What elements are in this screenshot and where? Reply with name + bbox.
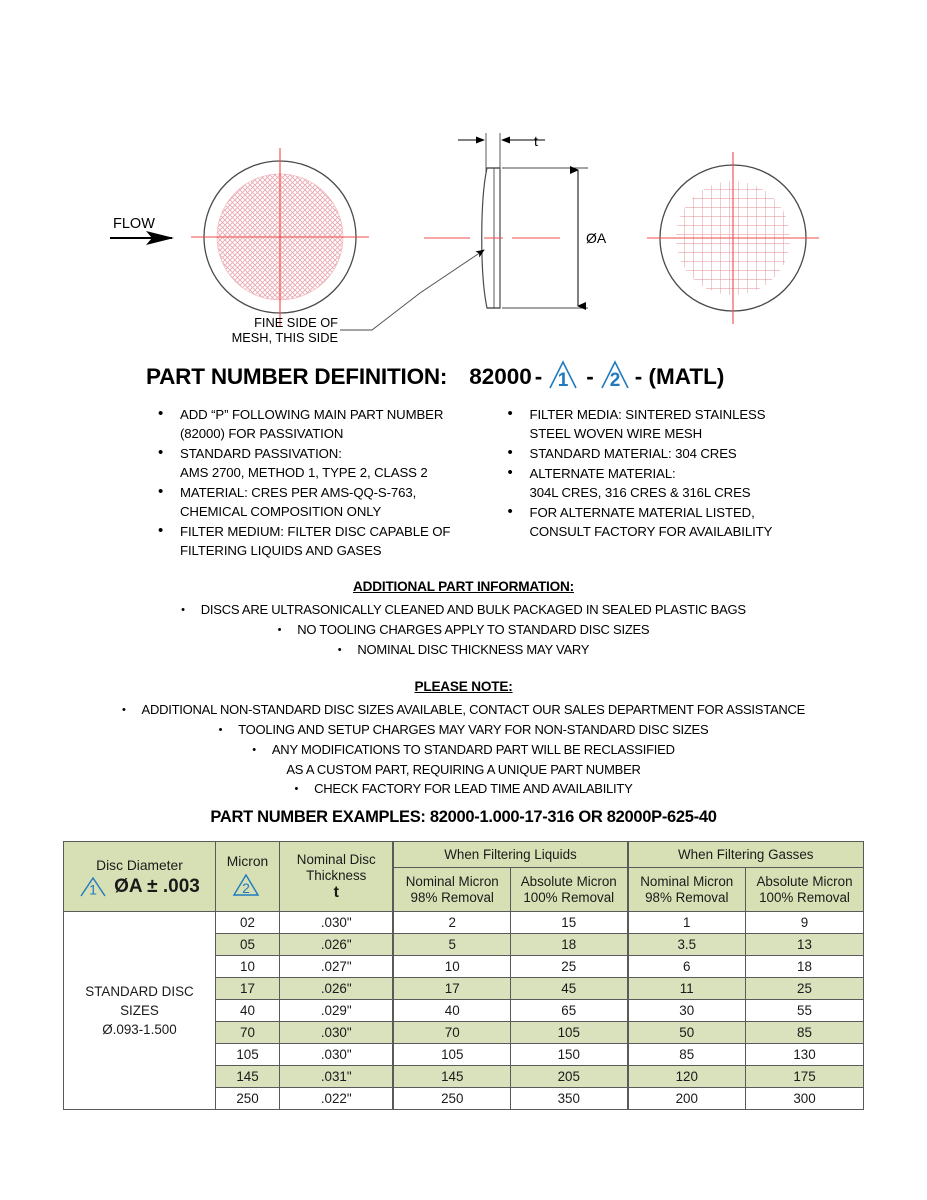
cell-thickness: .030" (279, 912, 393, 934)
header-micron-label: Micron (226, 853, 269, 869)
bullet-line-2: (82000) FOR PASSIVATION (180, 426, 344, 441)
diameter-label: ØA (586, 230, 607, 246)
cell-micron: 145 (215, 1066, 279, 1088)
please-note-block (0, 679, 927, 799)
cell-liq-nominal: 17 (393, 978, 510, 1000)
header-disc-diameter (63, 842, 215, 912)
cell-micron: 02 (215, 912, 279, 934)
note-line (0, 779, 927, 799)
header-nominal-micron: Nominal Micron (640, 873, 734, 889)
header-group-gasses: When Filtering Gasses (628, 842, 864, 868)
note-line (0, 640, 927, 660)
cell-gas-absolute: 175 (746, 1066, 864, 1088)
flag-triangle-1-icon (79, 875, 109, 899)
bullet-line-2: FILTERING LIQUIDS AND GASES (180, 543, 382, 558)
note-line (0, 600, 927, 620)
right-bullet-column (464, 405, 927, 561)
page-title: PART NUMBER DEFINITION: (146, 364, 448, 389)
flag-triangle-2-icon (598, 359, 634, 396)
header-nominal-removal: 98% Removal (410, 889, 494, 905)
part-number-code (469, 359, 724, 396)
cell-gas-absolute: 55 (746, 1000, 864, 1022)
part-number-suffix: - (MATL) (634, 364, 725, 389)
flag-triangle-1-icon (546, 359, 582, 396)
cell-liq-absolute: 65 (510, 1000, 627, 1022)
cell-liq-nominal: 70 (393, 1022, 510, 1044)
header-liquids-nominal (393, 868, 510, 912)
disc-front-view-fine (191, 148, 369, 326)
note-text: NO TOOLING CHARGES APPLY TO STANDARD DISC SIZES (297, 622, 650, 637)
flag-2-number: 2 (609, 369, 621, 390)
bullet-glyph: • (277, 624, 282, 636)
fine-side-callout-line2: MESH, THIS SIDE (231, 330, 338, 345)
cell-micron: 250 (215, 1088, 279, 1110)
header-nominal-disc: Nominal Disc (296, 852, 376, 867)
cell-liq-absolute: 150 (510, 1044, 627, 1066)
cell-thickness: .031" (279, 1066, 393, 1088)
bullet-glyph: • (218, 724, 223, 736)
header-absolute-micron: Absolute Micron (756, 873, 853, 889)
bullet-line-1: FILTER MEDIUM: FILTER DISC CAPABLE OF (180, 524, 451, 539)
header-thickness-symbol: t (333, 884, 339, 901)
header-disc-diameter-label: Disc Diameter (96, 857, 183, 873)
list-item (502, 405, 927, 443)
bullet-line-1: FILTER MEDIA: SINTERED STAINLESS (529, 407, 766, 422)
cell-gas-nominal: 11 (628, 978, 746, 1000)
part-number-base: 82000 (469, 364, 532, 389)
header-disc-diameter-value: ØA ± .003 (114, 875, 200, 897)
note-text: NOMINAL DISC THICKNESS MAY VARY (357, 642, 590, 657)
bullet-line-1: MATERIAL: CRES PER AMS-QQ-S-763, (180, 485, 417, 500)
disc-sizes-line3: Ø.093-1.500 (102, 1022, 177, 1037)
disc-sizes-line2: SIZES (120, 1003, 159, 1018)
bullet-glyph: • (294, 783, 299, 795)
cell-gas-nominal: 50 (628, 1022, 746, 1044)
flag-1-number: 1 (558, 369, 569, 390)
note-line (0, 740, 927, 760)
bullet-line-1: STANDARD MATERIAL: 304 CRES (529, 446, 737, 461)
list-item (152, 483, 464, 521)
disc-front-view-coarse (647, 152, 819, 324)
table-row (63, 912, 863, 934)
header-group-liquids: When Filtering Liquids (393, 842, 627, 868)
fine-side-callout-line1: FINE SIDE OF (254, 315, 338, 330)
bullet-glyph: • (337, 644, 342, 656)
bullet-line-2: CONSULT FACTORY FOR AVAILABILITY (529, 524, 773, 539)
please-note-heading: PLEASE NOTE: (414, 679, 513, 694)
cell-liq-nominal: 105 (393, 1044, 510, 1066)
header-thickness: Thickness (306, 868, 367, 883)
list-item (152, 444, 464, 482)
cell-gas-absolute: 25 (746, 978, 864, 1000)
additional-part-information (0, 579, 927, 660)
note-text: DISCS ARE ULTRASONICALLY CLEANED AND BULK PACKAGED IN SEALED PLASTIC BAGS (200, 602, 746, 617)
cell-micron: 40 (215, 1000, 279, 1022)
bullet-line-1: FOR ALTERNATE MATERIAL LISTED, (529, 505, 755, 520)
cell-liq-nominal: 250 (393, 1088, 510, 1110)
list-item (502, 444, 927, 463)
bullet-line-1: STANDARD PASSIVATION: (180, 446, 342, 461)
bullet-glyph: • (252, 744, 256, 756)
cell-gas-absolute: 130 (746, 1044, 864, 1066)
cell-micron: 05 (215, 934, 279, 956)
header-absolute-removal: 100% Removal (523, 889, 615, 905)
note-text: TOOLING AND SETUP CHARGES MAY VARY FOR NON-STANDARD DISC SIZES (238, 722, 709, 737)
cell-micron: 17 (215, 978, 279, 1000)
part-number-dash-2: - (586, 364, 594, 389)
cell-gas-nominal: 3.5 (628, 934, 746, 956)
header-nominal-micron: Nominal Micron (405, 873, 499, 889)
cell-standard-disc-sizes (63, 912, 215, 1110)
cell-liq-nominal: 10 (393, 956, 510, 978)
cell-thickness: .027" (279, 956, 393, 978)
header-liquids-absolute (510, 868, 627, 912)
cell-liq-nominal: 40 (393, 1000, 510, 1022)
bullet-line-2: 304L CRES, 316 CRES & 316L CRES (529, 485, 751, 500)
note-text: ANY MODIFICATIONS TO STANDARD PART WILL BE RECLASSIFIED (271, 742, 675, 757)
cell-thickness: .030" (279, 1022, 393, 1044)
cell-liq-absolute: 25 (510, 956, 627, 978)
additional-info-heading: ADDITIONAL PART INFORMATION: (353, 579, 574, 594)
note-line (0, 700, 927, 720)
note-line (0, 760, 927, 779)
note-text: CHECK FACTORY FOR LEAD TIME AND AVAILABILITY (314, 781, 633, 796)
technical-drawing (0, 0, 927, 355)
right-bullet-list (502, 405, 927, 541)
bullet-line-1: ALTERNATE MATERIAL: (529, 466, 676, 481)
cell-gas-nominal: 120 (628, 1066, 746, 1088)
cell-liq-nominal: 2 (393, 912, 510, 934)
cell-liq-absolute: 205 (510, 1066, 627, 1088)
cell-thickness: .030" (279, 1044, 393, 1066)
cell-thickness: .026" (279, 978, 393, 1000)
left-bullet-list (152, 405, 464, 560)
header-micron-flag-row (216, 870, 279, 902)
left-bullet-column (0, 405, 464, 561)
disc-side-view (340, 133, 588, 330)
cell-liq-absolute: 18 (510, 934, 627, 956)
cell-gas-nominal: 85 (628, 1044, 746, 1066)
part-number-examples: PART NUMBER EXAMPLES: 82000-1.000-17-316 OR 82000P-625-40 (210, 808, 717, 826)
note-text: ADDITIONAL NON-STANDARD DISC SIZES AVAILABLE, CONTACT OUR SALES DEPARTMENT FOR ASSISTANCE (141, 702, 806, 717)
part-number-dash-1: - (534, 364, 543, 389)
cell-thickness: .022" (279, 1088, 393, 1110)
table-header-row-1 (63, 842, 863, 868)
cell-liq-nominal: 5 (393, 934, 510, 956)
header-gasses-absolute (746, 868, 864, 912)
cell-liq-absolute: 105 (510, 1022, 627, 1044)
bullet-line-1: ADD “P” FOLLOWING MAIN PART NUMBER (180, 407, 444, 422)
cell-gas-nominal: 30 (628, 1000, 746, 1022)
cell-thickness: .026" (279, 934, 393, 956)
cell-gas-absolute: 85 (746, 1022, 864, 1044)
cell-gas-nominal: 6 (628, 956, 746, 978)
cell-micron: 10 (215, 956, 279, 978)
header-absolute-removal: 100% Removal (759, 889, 850, 905)
bullet-line-2: AMS 2700, METHOD 1, TYPE 2, CLASS 2 (180, 465, 428, 480)
flag-2-number: 2 (242, 879, 251, 896)
list-item (152, 522, 464, 560)
cell-gas-absolute: 13 (746, 934, 864, 956)
cell-gas-absolute: 300 (746, 1088, 864, 1110)
cell-liq-absolute: 350 (510, 1088, 627, 1110)
definition-columns (0, 399, 927, 561)
disc-sizes-line1: STANDARD DISC (85, 984, 194, 999)
bullet-glyph: • (181, 604, 185, 616)
cell-micron: 105 (215, 1044, 279, 1066)
cell-liq-absolute: 45 (510, 978, 627, 1000)
cell-gas-absolute: 9 (746, 912, 864, 934)
bullet-line-2: STEEL WOVEN WIRE MESH (529, 426, 703, 441)
header-disc-diameter-value-row (64, 874, 215, 899)
list-item (502, 464, 927, 502)
note-line (0, 720, 927, 740)
note-line (0, 620, 927, 640)
cell-gas-absolute: 18 (746, 956, 864, 978)
flow-label: FLOW (113, 216, 155, 232)
header-nominal-disc-thickness (279, 842, 393, 912)
cell-gas-nominal: 1 (628, 912, 746, 934)
note-text: AS A CUSTOM PART, REQUIRING A UNIQUE PART NUMBER (286, 762, 641, 777)
header-gasses-nominal (628, 868, 746, 912)
flag-1-number: 1 (89, 881, 97, 897)
cell-gas-nominal: 200 (628, 1088, 746, 1110)
list-item (152, 405, 464, 443)
header-micron (215, 842, 279, 912)
cell-thickness: .029" (279, 1000, 393, 1022)
specification-table (63, 841, 864, 1110)
bullet-glyph: • (121, 704, 126, 716)
part-number-definition-header (0, 355, 927, 399)
list-item (502, 503, 927, 541)
cell-liq-nominal: 145 (393, 1066, 510, 1088)
header-absolute-micron: Absolute Micron (520, 873, 617, 889)
bullet-line-2: CHEMICAL COMPOSITION ONLY (180, 504, 382, 519)
cell-liq-absolute: 15 (510, 912, 627, 934)
flag-triangle-2-icon (232, 872, 262, 902)
thickness-label: t (534, 133, 538, 149)
header-nominal-removal: 98% Removal (645, 889, 729, 905)
cell-micron: 70 (215, 1022, 279, 1044)
